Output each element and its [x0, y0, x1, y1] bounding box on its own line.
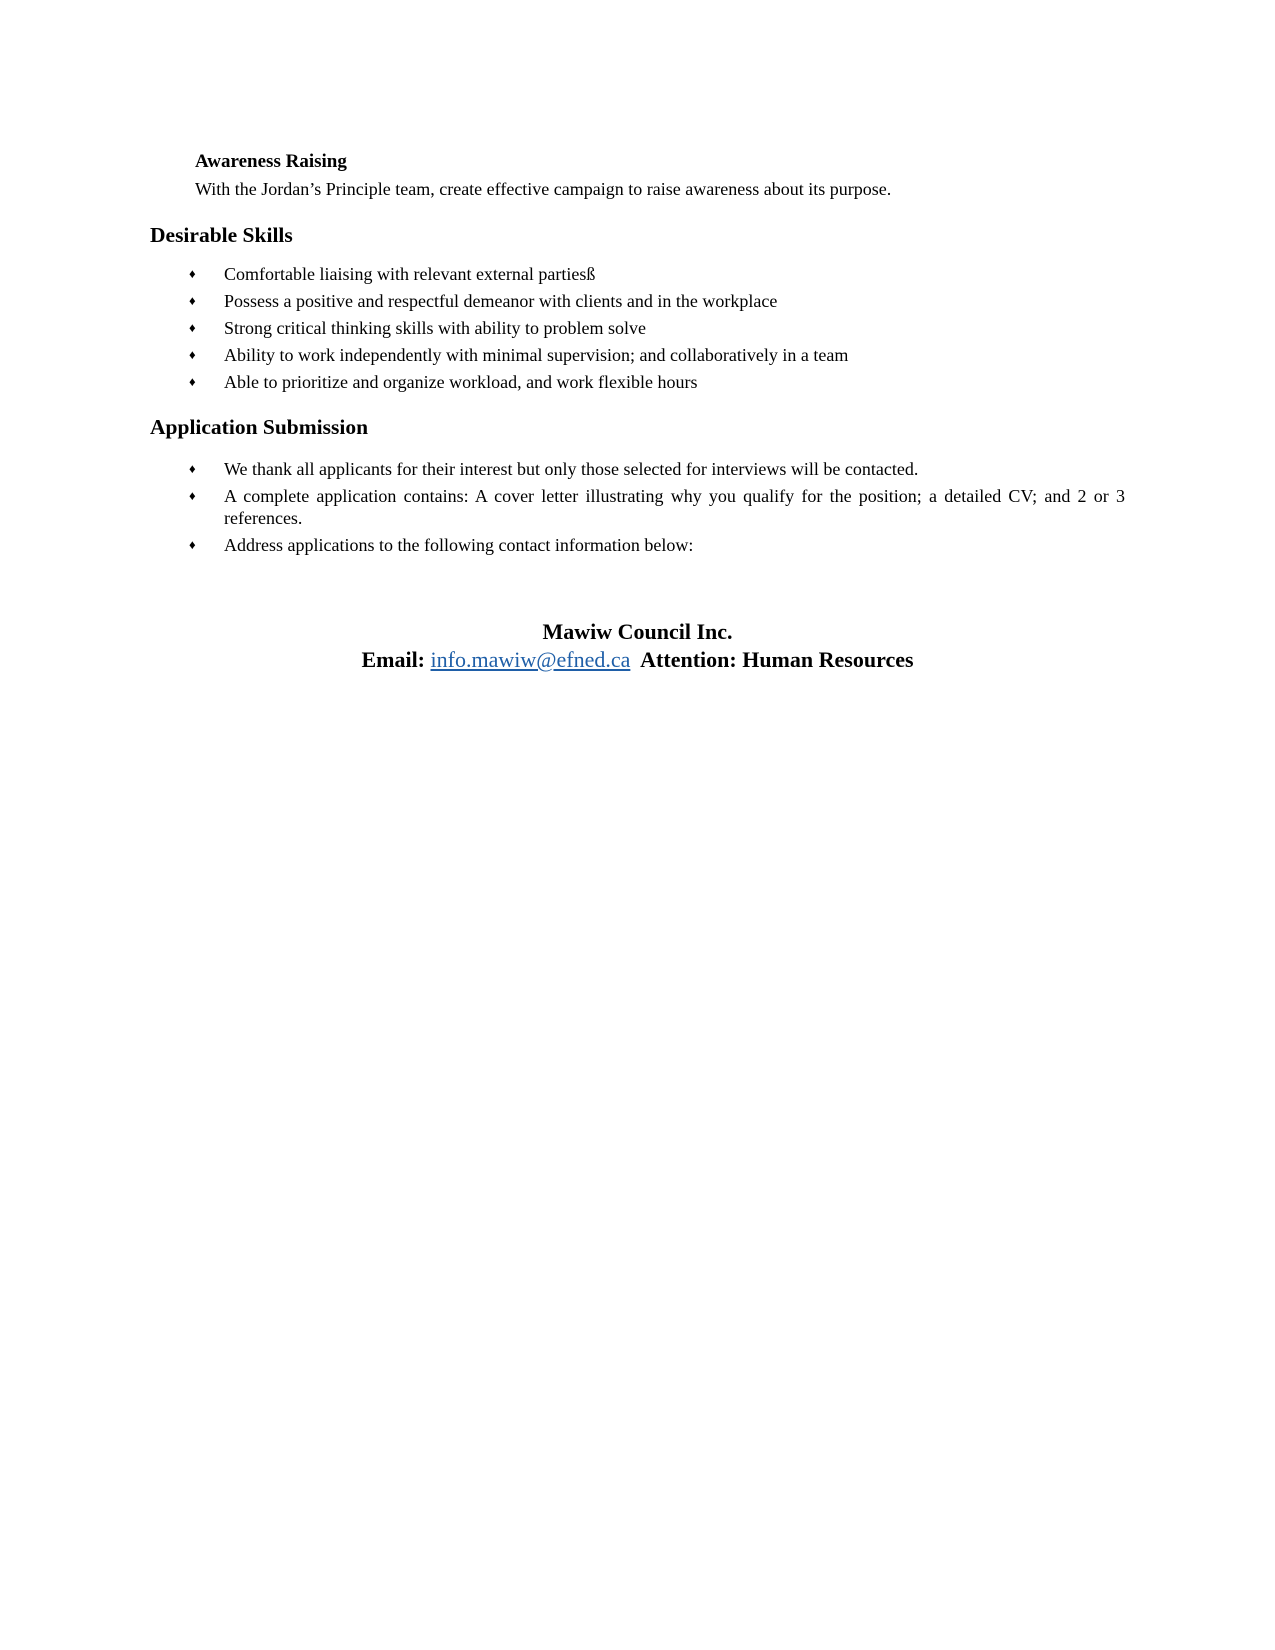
attention-text: Attention: Human Resources — [640, 647, 914, 672]
diamond-bullet-icon: ♦ — [189, 374, 196, 389]
diamond-bullet-icon: ♦ — [189, 537, 196, 552]
contact-block — [0, 618, 1275, 674]
desirable-skills-heading: Desirable Skills — [150, 223, 293, 247]
email-link[interactable]: info.mawiw@efned.ca — [430, 647, 631, 672]
list-item — [150, 371, 1125, 393]
list-item-text: We thank all applicants for their interest but only those selected for interviews will be contacted. — [224, 459, 919, 479]
diamond-bullet-icon: ♦ — [189, 293, 196, 308]
diamond-bullet-icon: ♦ — [189, 320, 196, 335]
list-item-text: Comfortable liaising with relevant external partiesß — [224, 264, 596, 284]
diamond-bullet-icon: ♦ — [189, 461, 196, 476]
diamond-bullet-icon: ♦ — [189, 347, 196, 362]
awareness-raising-text: With the Jordan’s Principle team, create effective campaign to raise awareness about its purpose. — [195, 179, 892, 199]
list-item-text: Address applications to the following contact information below: — [224, 535, 694, 555]
list-item-text: Possess a positive and respectful demeanor with clients and in the workplace — [224, 291, 778, 311]
diamond-bullet-icon: ♦ — [189, 266, 196, 281]
awareness-raising-heading: Awareness Raising — [195, 151, 347, 172]
organization-name: Mawiw Council Inc. — [542, 619, 733, 644]
list-item-text: A complete application contains: A cover letter illustrating why you qualify for the position; a detailed CV; and 2 or 3 references. — [224, 486, 1125, 528]
list-item — [150, 458, 1125, 480]
diamond-bullet-icon: ♦ — [189, 488, 196, 503]
email-label: Email: — [361, 647, 426, 672]
list-item — [150, 344, 1125, 366]
awareness-raising-section — [195, 150, 1155, 201]
list-item — [150, 485, 1125, 529]
application-submission-heading: Application Submission — [150, 415, 369, 439]
list-item-text: Strong critical thinking skills with ability to problem solve — [224, 318, 646, 338]
application-submission-list — [150, 458, 1125, 561]
list-item — [150, 290, 1125, 312]
list-item — [150, 317, 1125, 339]
list-item-text: Able to prioritize and organize workload, and work flexible hours — [224, 372, 698, 392]
list-item — [150, 534, 1125, 556]
desirable-skills-list — [150, 263, 1125, 398]
contact-line — [0, 646, 1275, 674]
list-item — [150, 263, 1125, 285]
list-item-text: Ability to work independently with minimal supervision; and collaboratively in a team — [224, 345, 849, 365]
